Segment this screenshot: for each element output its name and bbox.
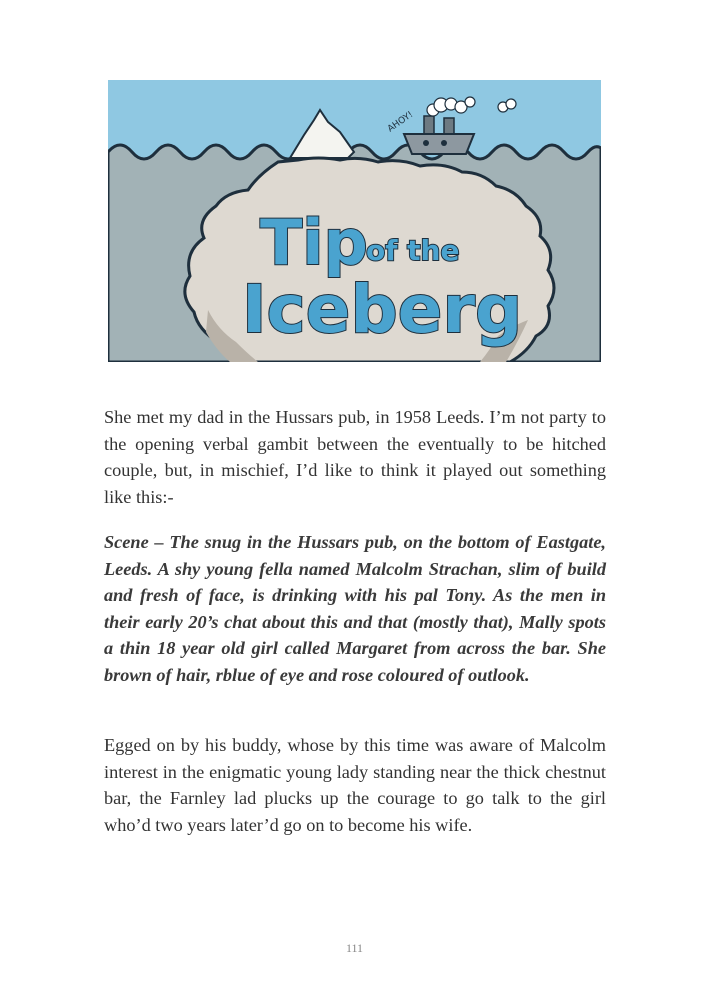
paragraph-scene: Scene – The snug in the Hussars pub, on the bottom of Eastgate, Leeds. A shy young fella named Malcolm Strachan, slim of build and fresh of face, is drinking with his pal Tony. As the men in their early 20’s chat about this and that (mostly that), Mally spots a thin 18 year old girl called Margaret from across the bar. She brown of hair, rblue of eye and rose coloured of outlook.: [104, 532, 606, 685]
title-of-the: of the: [366, 234, 460, 267]
title-iceberg: Iceberg: [242, 271, 523, 348]
paragraph-intro: She met my dad in the Hussars pub, in 1958 Leeds. I’m not party to the opening verbal gambit between the eventually to be hitched couple, but, in mischief, I’d like to think it played out something like this:-: [104, 407, 606, 507]
page-number: 111: [345, 941, 364, 955]
paragraph-egged-on: Egged on by his buddy, whose by this time was aware of Malcolm interest in the enigmatic young lady standing near the thick chestnut bar, the Farnley lad plucks up the courage to go talk to the girl who’d two years later’d go on to become his wife.: [104, 735, 606, 835]
ship-shout: AHOY!: [385, 109, 416, 135]
tip-of-the-iceberg-illustration: [108, 80, 601, 362]
title-tip: Tip: [260, 206, 368, 279]
